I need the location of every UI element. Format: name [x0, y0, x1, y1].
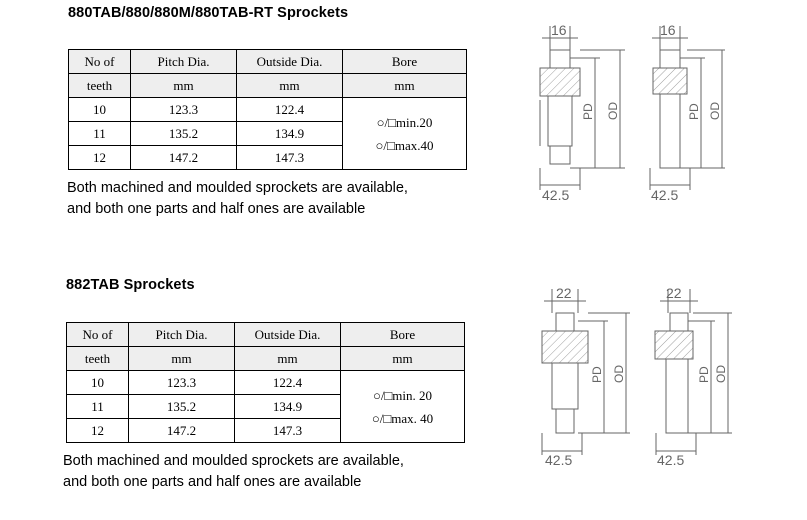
unit-bore: mm: [341, 347, 465, 371]
bore-min: ○/□min.20: [376, 114, 433, 130]
table-header-row: [69, 50, 467, 74]
table-row: [69, 98, 467, 122]
col-header-bore: Bore: [341, 323, 465, 347]
unit-pitch: mm: [129, 347, 235, 371]
col-header-outside-dia: Outside Dia.: [235, 323, 341, 347]
dim-base-label: 42.5: [651, 187, 679, 203]
dim-base-label: 42.5: [545, 452, 573, 468]
bore-min: ○/□min. 20: [372, 387, 433, 403]
cell-teeth: 11: [69, 122, 131, 146]
dim-pd-label: PD: [581, 103, 595, 120]
unit-teeth: teeth: [69, 74, 131, 98]
col-header-pitch-dia: Pitch Dia.: [131, 50, 237, 74]
cell-pitch: 135.2: [131, 122, 237, 146]
section-1-sprocket-drawing: [520, 20, 730, 205]
section-1-title: 880TAB/880/880M/880TAB-RT Sprockets: [68, 5, 349, 21]
cell-pitch: 147.2: [129, 419, 235, 443]
dim-pd-label: PD: [590, 366, 604, 383]
cell-teeth: 12: [67, 419, 129, 443]
dim-pd-label: PD: [687, 103, 701, 120]
section-2-note: [63, 451, 404, 493]
cell-outside: 147.3: [237, 146, 343, 170]
section-1-spec-table: [68, 49, 467, 170]
dim-base-label: 42.5: [542, 187, 570, 203]
section-1-note: [67, 178, 408, 220]
note-line-2: and both one parts and half ones are available: [63, 474, 362, 490]
note-line-1: Both machined and moulded sprockets are available,: [67, 180, 408, 196]
unit-bore: mm: [343, 74, 467, 98]
unit-teeth: teeth: [67, 347, 129, 371]
cell-bore-range: [341, 371, 465, 443]
dim-width-label: 16: [551, 22, 567, 38]
cell-outside: 122.4: [235, 371, 341, 395]
cell-teeth: 12: [69, 146, 131, 170]
col-header-pitch-dia: Pitch Dia.: [129, 323, 235, 347]
unit-outside: mm: [235, 347, 341, 371]
dim-width-label: 22: [666, 285, 682, 301]
dim-width-label: 22: [556, 285, 572, 301]
section-2-title: 882TAB Sprockets: [66, 277, 195, 293]
cell-teeth: 10: [69, 98, 131, 122]
table-units-row: [67, 347, 465, 371]
bore-max: ○/□max.40: [375, 137, 434, 153]
cell-outside: 134.9: [237, 122, 343, 146]
cell-pitch: 123.3: [129, 371, 235, 395]
section-2-spec-table: [66, 322, 465, 443]
dim-od-label: OD: [714, 365, 728, 383]
cell-pitch: 135.2: [129, 395, 235, 419]
dim-pd-label: PD: [697, 366, 711, 383]
dim-base-label: 42.5: [657, 452, 685, 468]
cell-pitch: 123.3: [131, 98, 237, 122]
bore-max: ○/□max. 40: [371, 410, 434, 426]
note-line-1: Both machined and moulded sprockets are available,: [63, 453, 404, 469]
note-line-2: and both one parts and half ones are available: [67, 201, 366, 217]
cell-outside: 147.3: [235, 419, 341, 443]
col-header-teeth: No of: [69, 50, 131, 74]
cell-pitch: 147.2: [131, 146, 237, 170]
cell-teeth: 10: [67, 371, 129, 395]
table-units-row: [69, 74, 467, 98]
unit-outside: mm: [237, 74, 343, 98]
col-header-teeth: No of: [67, 323, 129, 347]
cell-teeth: 11: [67, 395, 129, 419]
dim-width-label: 16: [660, 22, 676, 38]
unit-pitch: mm: [131, 74, 237, 98]
dim-od-label: OD: [708, 102, 722, 120]
dim-od-label: OD: [612, 365, 626, 383]
cell-outside: 134.9: [235, 395, 341, 419]
dim-od-label: OD: [606, 102, 620, 120]
col-header-bore: Bore: [343, 50, 467, 74]
table-row: [67, 371, 465, 395]
cell-bore-range: [343, 98, 467, 170]
table-header-row: [67, 323, 465, 347]
section-2-sprocket-drawing: [520, 283, 735, 468]
cell-outside: 122.4: [237, 98, 343, 122]
col-header-outside-dia: Outside Dia.: [237, 50, 343, 74]
